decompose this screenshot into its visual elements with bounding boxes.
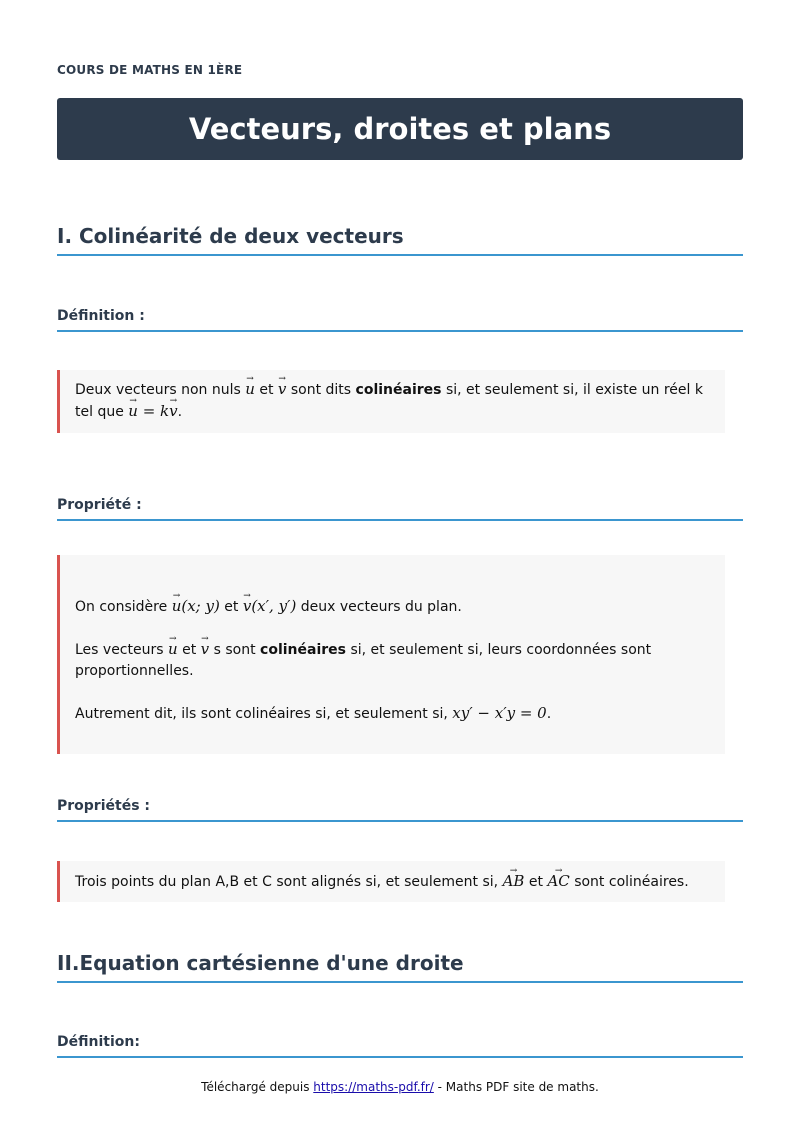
property-label: Propriété : (57, 497, 743, 521)
footer: Téléchargé depuis https://maths-pdf.fr/ - Maths PDF site de maths. (201, 1080, 599, 1094)
property-line-3: Autrement dit, ils sont colinéaires si, et seulement si, xy′ − x′y = 0. (75, 704, 552, 722)
properties-box (57, 861, 725, 902)
vector-ab: → AB (503, 871, 525, 892)
page-title: Vecteurs, droites et plans (188, 112, 612, 146)
footer-link[interactable]: https://maths-pdf.fr/ (313, 1080, 434, 1094)
properties-text: Trois points du plan A,B et C sont alignés si, et seulement si, → AB et → AC sont colinéaires. (75, 871, 725, 893)
definition-2-label: Définition: (57, 1034, 743, 1058)
definition-box (57, 370, 725, 433)
property-box (57, 555, 725, 754)
section-2-heading: II.Equation cartésienne d'une droite (57, 951, 743, 983)
title-banner (57, 98, 743, 160)
vector-v: → v (278, 379, 286, 400)
definition-label: Définition : (57, 308, 743, 332)
course-label: COURS DE MATHS EN 1ÈRE (57, 63, 243, 77)
definition-text: Deux vecteurs non nuls → u et → v sont dits colinéaires si, et seulement si, il existe un réel k tel que → u = k→ v. (75, 379, 725, 423)
properties-label: Propriétés : (57, 798, 743, 822)
vector-u: → u (245, 379, 255, 400)
bold-term: colinéaires (355, 382, 442, 398)
property-line-2: Les vecteurs → u et → v s sont colinéaires si, et seulement si, leurs coordonnées sont proportionnelles. (75, 639, 725, 682)
section-1-heading: I. Colinéarité de deux vecteurs (57, 224, 743, 256)
vector-ac: → AC (547, 871, 569, 892)
property-line-1: On considère → u(x; y) et → v(x′, y′) deux vecteurs du plan. (75, 596, 725, 618)
collinearity-formula: xy′ − x′y = 0 (452, 704, 547, 722)
